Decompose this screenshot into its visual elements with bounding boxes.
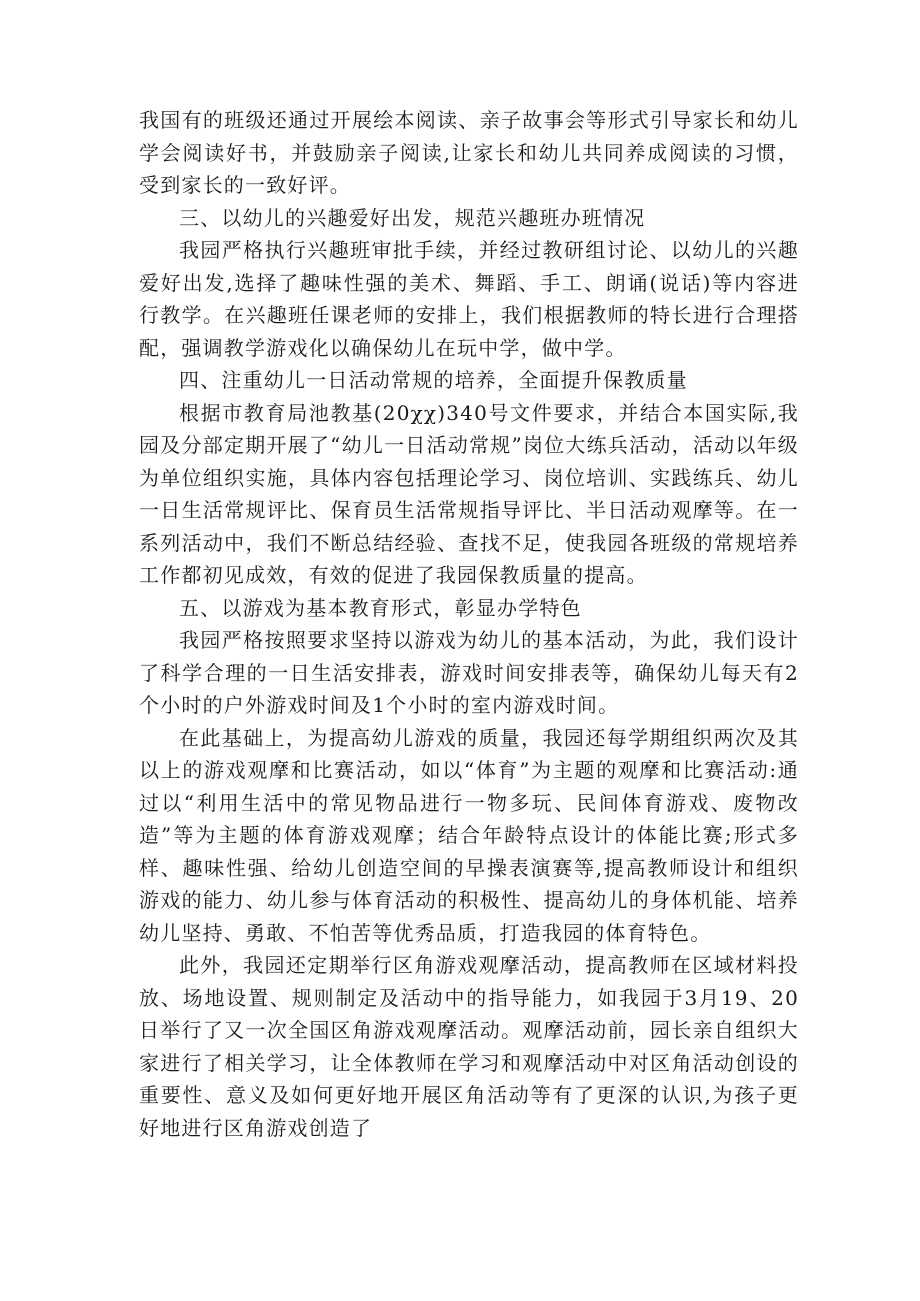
- paragraph-reading-activities: 我国有的班级还通过开展绘本阅读、亲子故事会等形式引导家长和幼儿学会阅读好书，并鼓励亲子阅读,让家长和幼儿共同养成阅读的习惯，受到家长的一致好评。: [139, 108, 799, 197]
- paragraph-interest-classes: 我园严格执行兴趣班审批手续，并经过教研组讨论、以幼儿的兴趣爱好出发,选择了趣味性强的美术、舞蹈、手工、朗诵(说话)等内容进行教学。在兴趣班任课老师的安排上，我们根据教师的特长进行合理搭配，强调教学游戏化以确保幼儿在玩中学，做中学。: [139, 238, 799, 360]
- paragraph-game-schedule: 我园严格按照要求坚持以游戏为幼儿的基本活动，为此，我们设计了科学合理的一日生活安排表，游戏时间安排表等，确保幼儿每天有2个小时的户外游戏时间及1个小时的室内游戏时间。: [139, 628, 799, 717]
- section-heading-3: 三、以幼儿的兴趣爱好出发，规范兴趣班办班情况: [179, 205, 646, 230]
- section-heading-5: 五、以游戏为基本教育形式，彰显办学特色: [179, 595, 582, 620]
- paragraph-corner-games: 此外，我园还定期举行区角游戏观摩活动，提高教师在区域材料投放、场地设置、规则制定及活动中的指导能力，如我园于3月19、20日举行了又一次全国区角游戏观摩活动。观摩活动前，园长亲自组织大家进行了相关学习，让全体教师在学习和观摩活动中对区角活动创设的重要性、意义及如何更好地开展区角活动等有了更深的认识,为孩子更好地进行区角游戏创造了: [139, 953, 799, 1140]
- paragraph-daily-routine: 根据市教育局池教基(20χχ)340号文件要求，并结合本国实际,我园及分部定期开展了“幼儿一日活动常规”岗位大练兵活动，活动以年级为单位组织实施，具体内容包括理论学习、岗位培训、实践练兵、幼儿一日生活常规评比、保育员生活常规指导评比、半日活动观摩等。在一系列活动中，我们不断总结经验、查找不足，使我园各班级的常规培养工作都初见成效，有效的促进了我园保教质量的提高。: [139, 400, 799, 587]
- section-heading-4: 四、注重幼儿一日活动常规的培养，全面提升保教质量: [179, 368, 688, 392]
- document-body: [139, 104, 799, 1144]
- paragraph-sports-games: 在此基础上，为提高幼儿游戏的质量，我园还每学期组织两次及其以上的游戏观摩和比赛活动，如以“体育”为主题的观摩和比赛活动:通过以“利用生活中的常见物品进行一物多玩、民间体育游戏、废物改造”等为主题的体育游戏观摩；结合年龄特点设计的体能比赛;形式多样、趣味性强、给幼儿创造空间的早操表演赛等,提高教师设计和组织游戏的能力、幼儿参与体育活动的积极性、提高幼儿的身体机能、培养幼儿坚持、勇敢、不怕苦等优秀品质，打造我园的体育特色。: [139, 725, 799, 945]
